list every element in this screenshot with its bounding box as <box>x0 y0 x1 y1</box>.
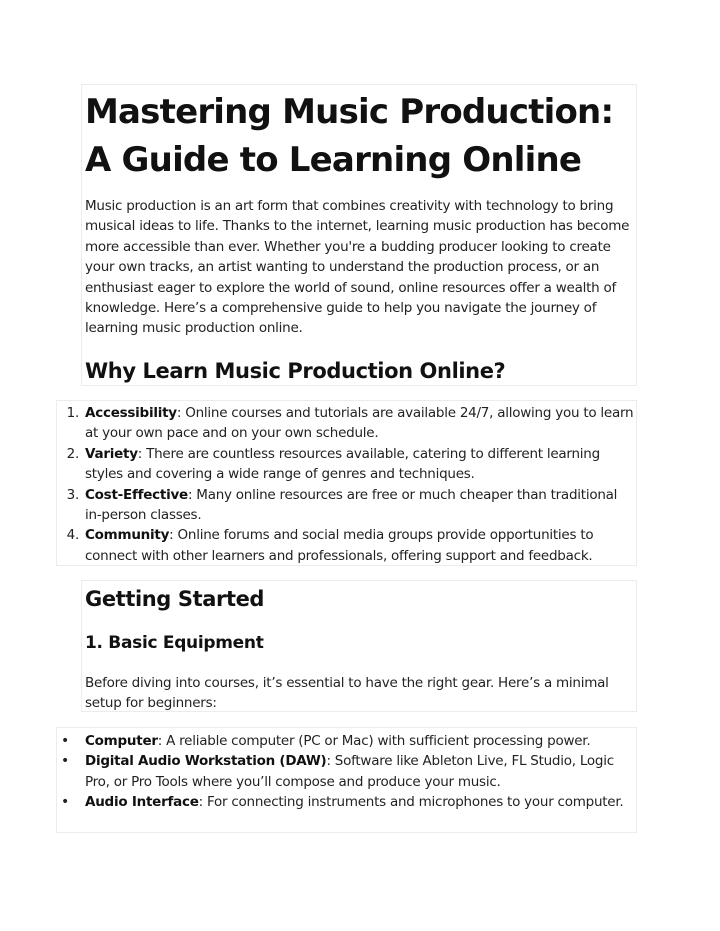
list-item-text: : Software like Ableton Live, FL Studio, Logic Pro, or Pro Tools where you’ll compose and produce your music. <box>85 753 614 790</box>
getting-started-heading: Getting Started <box>85 587 265 611</box>
list-number: 4. <box>66 527 79 544</box>
list-item <box>66 444 635 485</box>
list-number: 2. <box>66 445 79 462</box>
list-item-text: : There are countless resources available, catering to different learning styles and covering a wide range of genres and techniques. <box>85 445 600 483</box>
list-item-term: Digital Audio Workstation (DAW) <box>85 753 327 770</box>
list-item-text: : Online courses and tutorials are available 24/7, allowing you to learn at your own pace and on your own schedule. <box>85 405 634 442</box>
list-item-term: Accessibility <box>85 405 177 421</box>
basic-equipment-heading: 1. Basic Equipment <box>85 633 264 653</box>
list-number: 3. <box>66 486 79 503</box>
why-list <box>66 403 635 566</box>
list-item <box>61 751 635 792</box>
list-item-text: : Online forums and social media groups provide opportunities to connect with other learners and professionals, offering support and feedback. <box>85 527 594 564</box>
list-number: 1. <box>66 405 79 421</box>
list-item-text: : Many online resources are free or much cheaper than traditional in-person classes. <box>85 486 618 524</box>
equipment-intro-paragraph: Before diving into courses, it’s essential to have the right gear. Here’s a minimal setup for beginners: <box>85 675 609 712</box>
list-item-text: : A reliable computer (PC or Mac) with sufficient processing power. <box>157 733 591 749</box>
list-item-term: Variety <box>85 445 138 462</box>
list-item-term: Community <box>85 527 170 544</box>
list-item-term: Cost-Effective <box>85 486 188 503</box>
bullet-icon: • <box>61 753 70 770</box>
intro-paragraph: Music production is an art form that combines creativity with technology to bring musical ideas to life. Thanks to the internet, learning music production has become more accessible than ever. Whether you're a budding producer looking to create your own tracks, an artist wanting to understand the production process, or an enthusiast eager to explore the world of sound, online resources offer a wealth of knowledge. Here’s a comprehensive guide to help you navigate the journey of learning music production online. <box>85 198 630 337</box>
list-item <box>61 792 635 812</box>
equipment-list <box>61 731 635 813</box>
list-item-term: Audio Interface <box>85 794 199 811</box>
list-item-text: : For connecting instruments and microphones to your computer. <box>198 794 624 811</box>
list-item-term: Computer <box>85 733 158 749</box>
page-title: Mastering Music Production: A Guide to Learning Online <box>85 92 614 180</box>
list-item <box>66 525 635 566</box>
bullet-icon: • <box>61 794 70 811</box>
list-item <box>66 485 635 526</box>
why-heading: Why Learn Music Production Online? <box>85 359 506 383</box>
list-item <box>61 731 635 751</box>
list-item <box>66 403 635 444</box>
bullet-icon: • <box>61 733 70 749</box>
